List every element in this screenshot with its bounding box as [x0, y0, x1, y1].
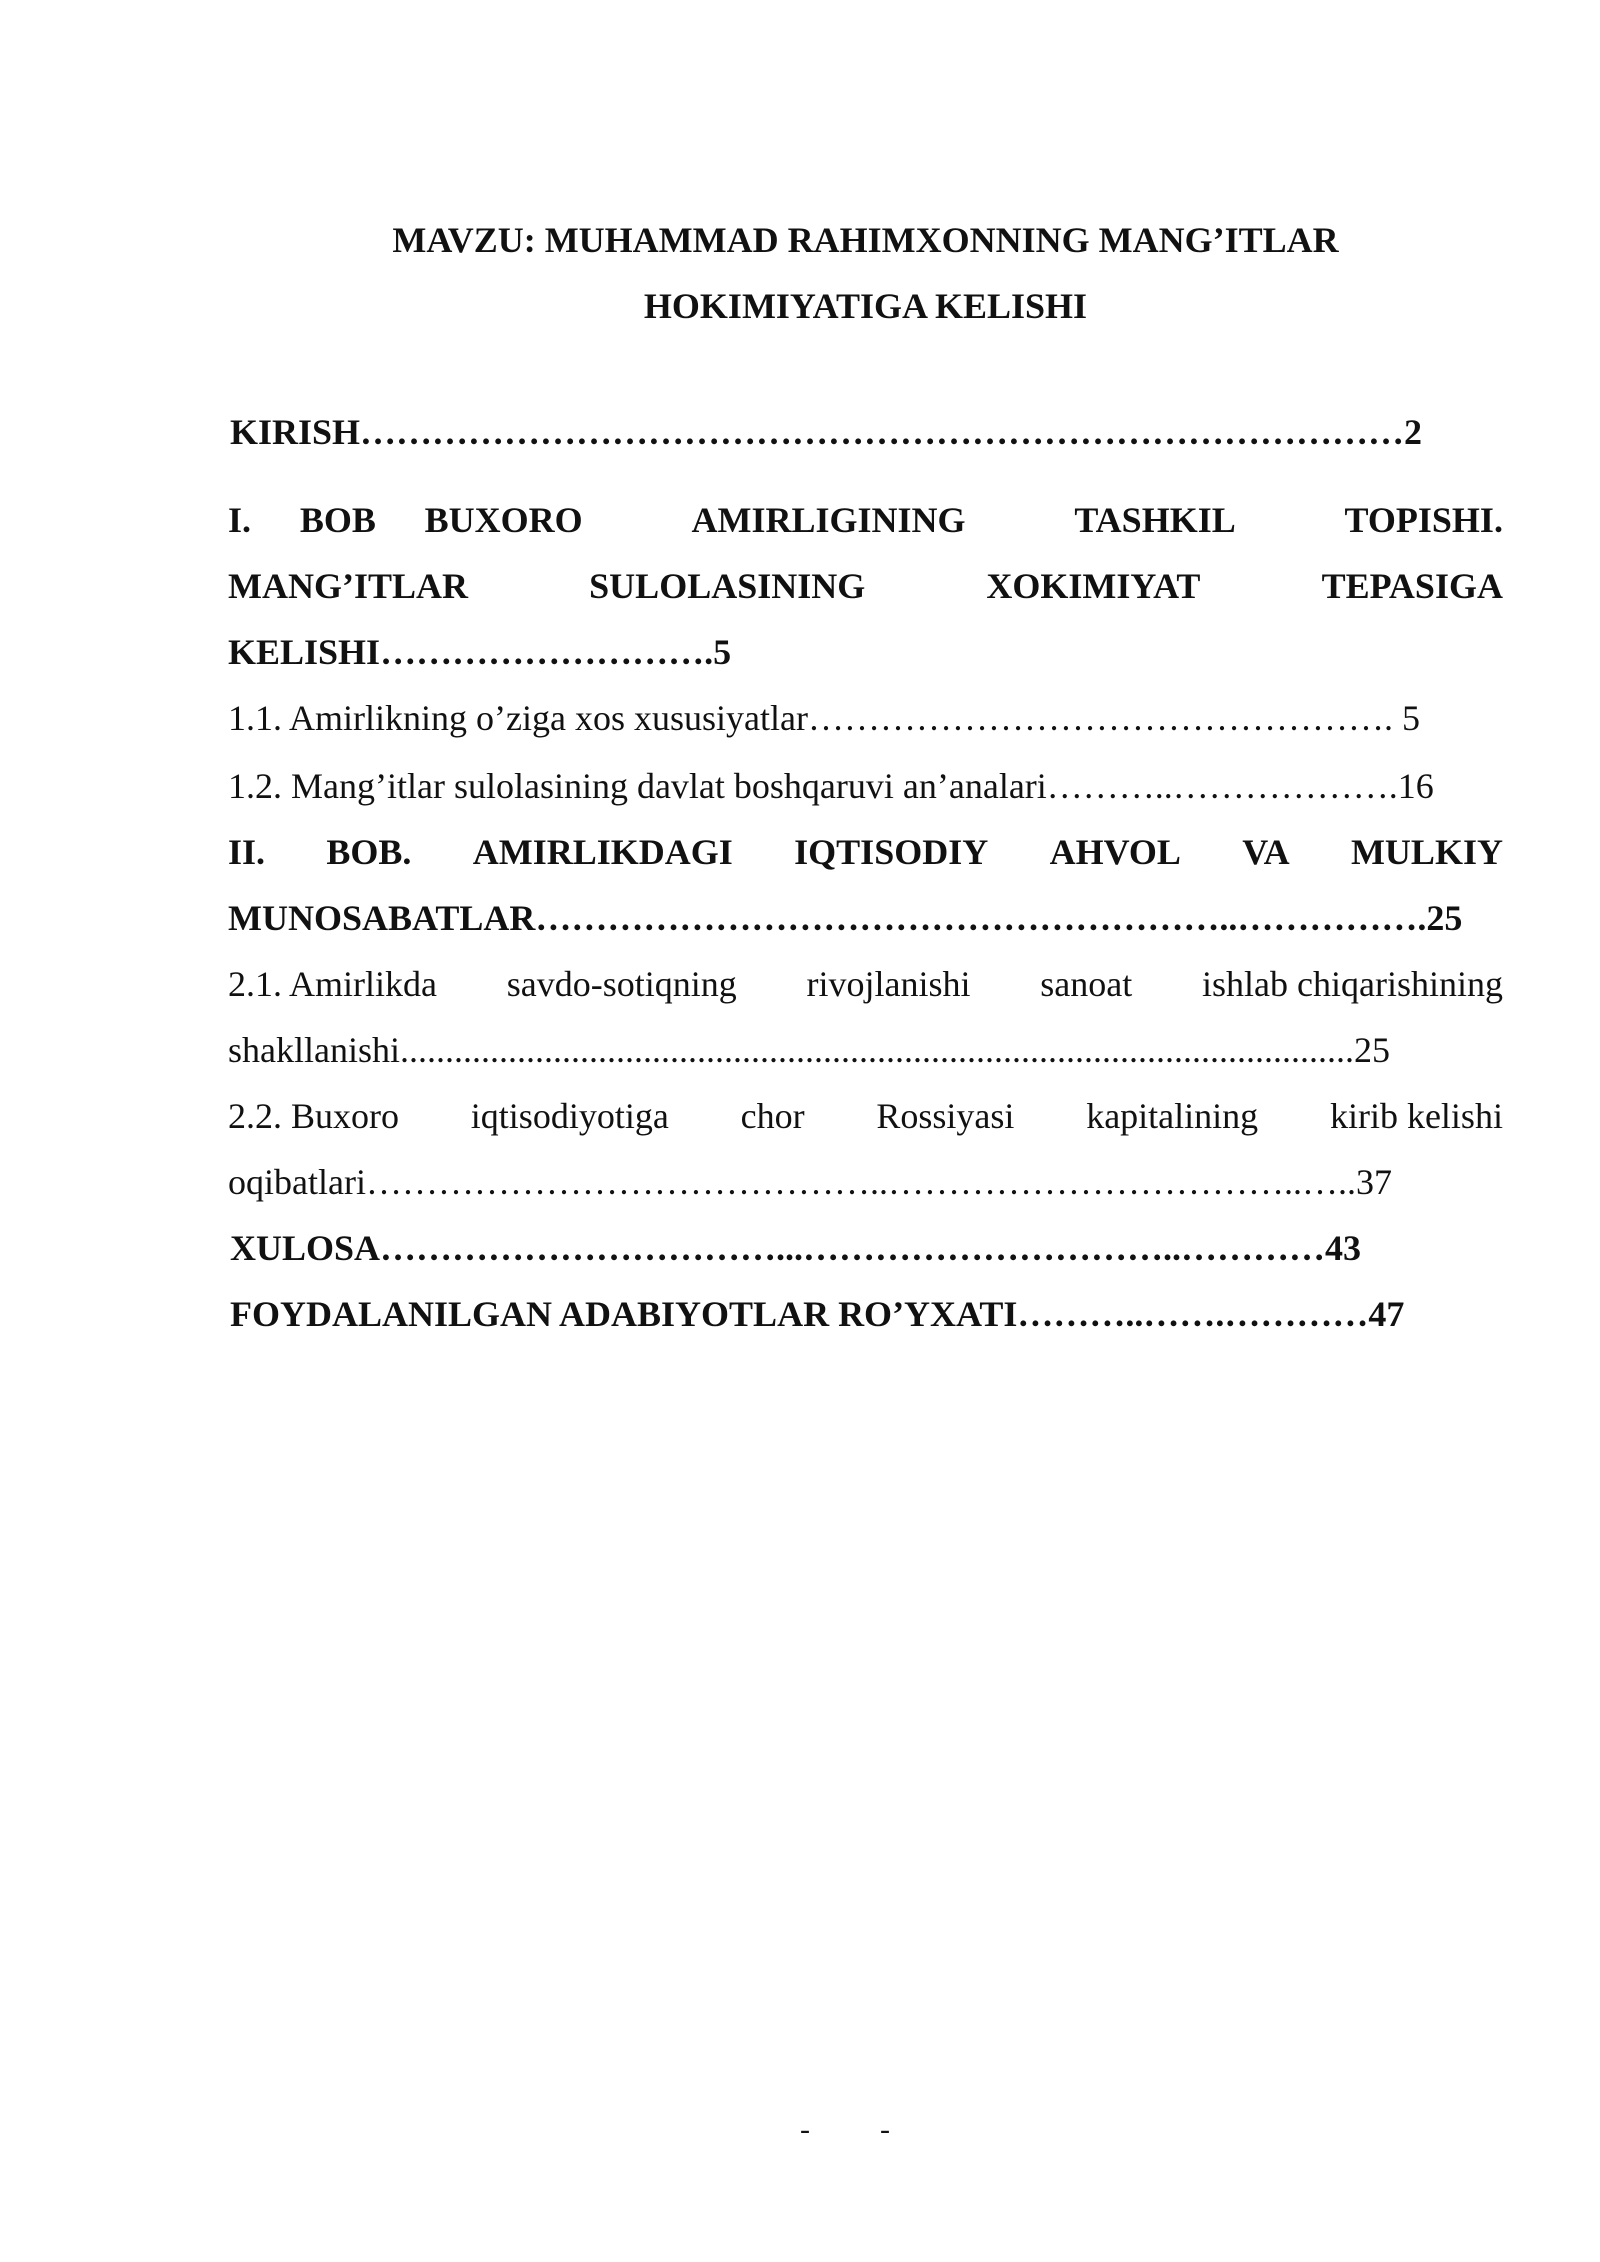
toc-word: ishlab chiqarishining: [1202, 964, 1503, 1004]
toc-section-2-1-line1: [228, 964, 1503, 1004]
toc-foydalanilgan: FOYDALANILGAN ADABIYOTLAR RO’YXATI………..…….…………47: [230, 1294, 1405, 1334]
footer-dash-right: -: [880, 2113, 890, 2146]
toc-word: BUXORO: [424, 500, 583, 540]
toc-word: savdo-sotiqning: [506, 964, 737, 1004]
toc-bob2-line2: MUNOSABATLAR…………………………………………………..…………….25: [228, 898, 1463, 938]
toc-word: SULOLASINING: [589, 566, 866, 606]
toc-word: iqtisodiyotiga: [470, 1096, 669, 1136]
toc-section-2-2-line1: [228, 1096, 1503, 1136]
toc-word: VA: [1242, 832, 1290, 872]
toc-word: 2.2. Buxoro: [228, 1096, 399, 1136]
toc-word: XOKIMIYAT: [986, 566, 1201, 606]
footer-dash-left: -: [800, 2113, 810, 2146]
toc-word: TEPASIGA: [1321, 566, 1503, 606]
toc-word: sanoat: [1040, 964, 1133, 1004]
toc-word: TASHKIL: [1074, 500, 1236, 540]
toc-word: BOB: [299, 500, 376, 540]
toc-word: 2.1. Amirlikda: [228, 964, 437, 1004]
toc-word: rivojlanishi: [806, 964, 971, 1004]
toc-xulosa: XULOSA……………………………...…………………………..…………43: [230, 1228, 1362, 1268]
title-line-1: MAVZU: MUHAMMAD RAHIMXONNING MANG’ITLAR: [392, 220, 1339, 260]
toc-section-1-2: 1.2. Mang’itlar sulolasining davlat boshqaruvi an’analari………..……………….16: [228, 766, 1434, 806]
toc-section-1-1: 1.1. Amirlikning o’ziga xos xususiyatlar…………………………………………. 5: [228, 698, 1420, 738]
toc-word: TOPISHI.: [1344, 500, 1503, 540]
toc-word: kirib kelishi: [1329, 1096, 1503, 1136]
toc-word: MULKIY: [1350, 832, 1503, 872]
toc-word: IQTISODIY: [794, 832, 989, 872]
toc-word: II.: [228, 832, 266, 872]
toc-kirish: KIRISH……………………………………………………………………………2: [230, 412, 1423, 452]
toc-bob2-line1: [228, 832, 1503, 872]
toc-bob1-line1: [228, 500, 1503, 540]
title-line-2: HOKIMIYATIGA KELISHI: [643, 286, 1088, 326]
toc-bob1-line3: KELISHI……………………….5: [228, 632, 732, 672]
toc-word: kapitalining: [1086, 1096, 1259, 1136]
toc-word: MANG’ITLAR: [228, 566, 468, 606]
toc-word: BOB.: [326, 832, 412, 872]
toc-word: Rossiyasi: [876, 1096, 1015, 1136]
page-footer: [800, 2112, 890, 2148]
toc-section-2-2-line2: oqibatlari……………………………………..……………………………..…..37: [228, 1162, 1392, 1202]
toc-word: AHVOL: [1049, 832, 1181, 872]
toc-bob1-line2: [228, 566, 1503, 606]
toc-word: AMIRLIKDAGI: [472, 832, 733, 872]
toc-word: I.: [228, 500, 252, 540]
toc-section-2-1-line2: shakllanishi..........................................................................................................25: [228, 1030, 1390, 1070]
toc-word: chor: [740, 1096, 805, 1136]
toc-word: AMIRLIGINING: [691, 500, 966, 540]
